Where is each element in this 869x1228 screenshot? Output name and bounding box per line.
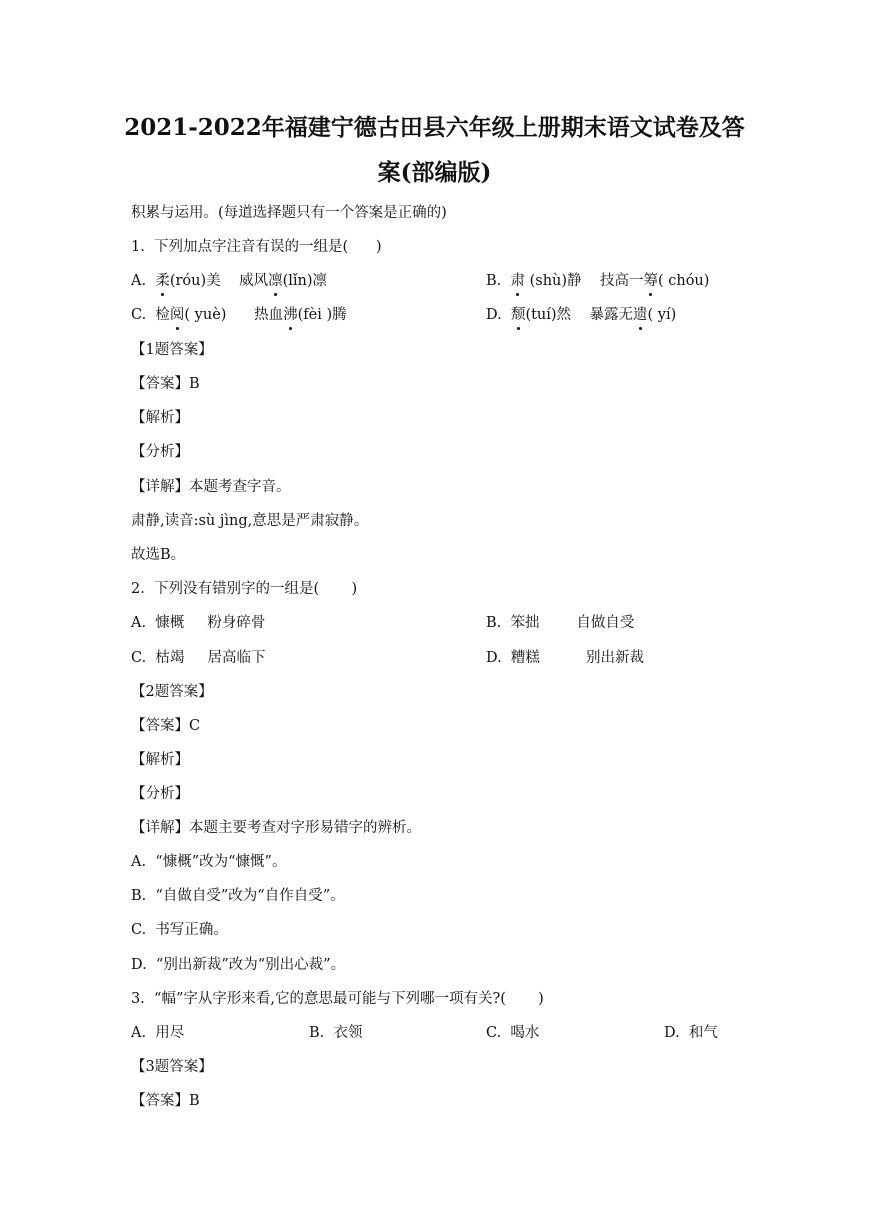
q2-jiexi: 【解析】 <box>131 752 189 768</box>
q2-answer: 【答案】C <box>131 718 201 734</box>
q1-jiexi: 【解析】 <box>131 410 189 426</box>
q3-option-a: A. 用尽 <box>131 1025 185 1041</box>
q2-detail: 【详解】本题主要考查对字形易错字的辨析。 <box>131 820 421 836</box>
q1-option-b: B. 肃 (shù)静 技高一筹( chóu) <box>486 273 710 289</box>
q3-option-d: D. 和气 <box>664 1025 718 1041</box>
q2-note: B. “自做自受”改为“自作自受”。 <box>131 888 345 904</box>
dotted-char: 筹 <box>643 273 658 289</box>
q2-fenxi: 【分析】 <box>131 786 189 802</box>
dotted-char: 遗 <box>633 307 648 323</box>
q1-stem: 1. 下列加点字注音有误的一组是( ) <box>131 239 382 255</box>
q1-option-d: D. 颓(tuí)然 暴露无遗( yí) <box>486 307 677 323</box>
q2-option-d: D. 糟糕 别出新裁 <box>486 650 645 666</box>
q1-option-a: A. 柔(róu)美 威风凛(lǐn)凛 <box>131 273 327 289</box>
q1-conclusion: 故选B。 <box>131 547 186 563</box>
q2-option-c: C. 枯竭 居高临下 <box>131 650 266 666</box>
q1-answer-header: 【1题答案】 <box>131 342 213 358</box>
q3-option-b: B. 衣领 <box>309 1025 363 1041</box>
q2-option-b: B. 笨拙 自做自受 <box>486 615 635 631</box>
dotted-char: 肃 <box>510 273 525 289</box>
q3-stem: 3. “幅”字从字形来看,它的意思最可能与下列哪一项有关?( ) <box>131 991 544 1007</box>
dotted-char: 颓 <box>510 307 526 323</box>
dotted-char: 柔 <box>155 273 170 289</box>
q1-option-c: C. 检阅( yuè) 热血沸(fèi )腾 <box>131 307 347 323</box>
dotted-char: 凛 <box>268 273 283 289</box>
q2-answer-header: 【2题答案】 <box>131 684 213 700</box>
q1-answer: 【答案】B <box>131 376 200 392</box>
q3-answer: 【答案】B <box>131 1093 200 1109</box>
section-intro: 积累与运用。(每道选择题只有一个答案是正确的) <box>131 205 447 221</box>
document-title-line-2: 案(部编版) <box>377 159 492 186</box>
q2-note: D. “别出新裁”改为“别出心裁”。 <box>131 957 346 973</box>
dotted-char: 阅 <box>169 307 185 323</box>
q1-fenxi: 【分析】 <box>131 444 189 460</box>
q2-stem: 2. 下列没有错别字的一组是( ) <box>131 581 358 597</box>
q1-detail: 【详解】本题考查字音。 <box>131 479 291 495</box>
document-title-line-1: 2021-2022年福建宁德古田县六年级上册期末语文试卷及答 <box>124 114 745 141</box>
q2-option-a: A. 慷概 粉身碎骨 <box>131 615 266 631</box>
q3-answer-header: 【3题答案】 <box>131 1059 213 1075</box>
q3-option-c: C. 喝水 <box>486 1025 540 1041</box>
q2-note: C. 书写正确。 <box>131 922 228 938</box>
q1-explain: 肃静,读音:sù jìng,意思是严肃寂静。 <box>131 513 369 529</box>
dotted-char: 沸 <box>283 307 298 323</box>
q2-note: A. “慷概”改为“慷慨”。 <box>131 854 287 870</box>
